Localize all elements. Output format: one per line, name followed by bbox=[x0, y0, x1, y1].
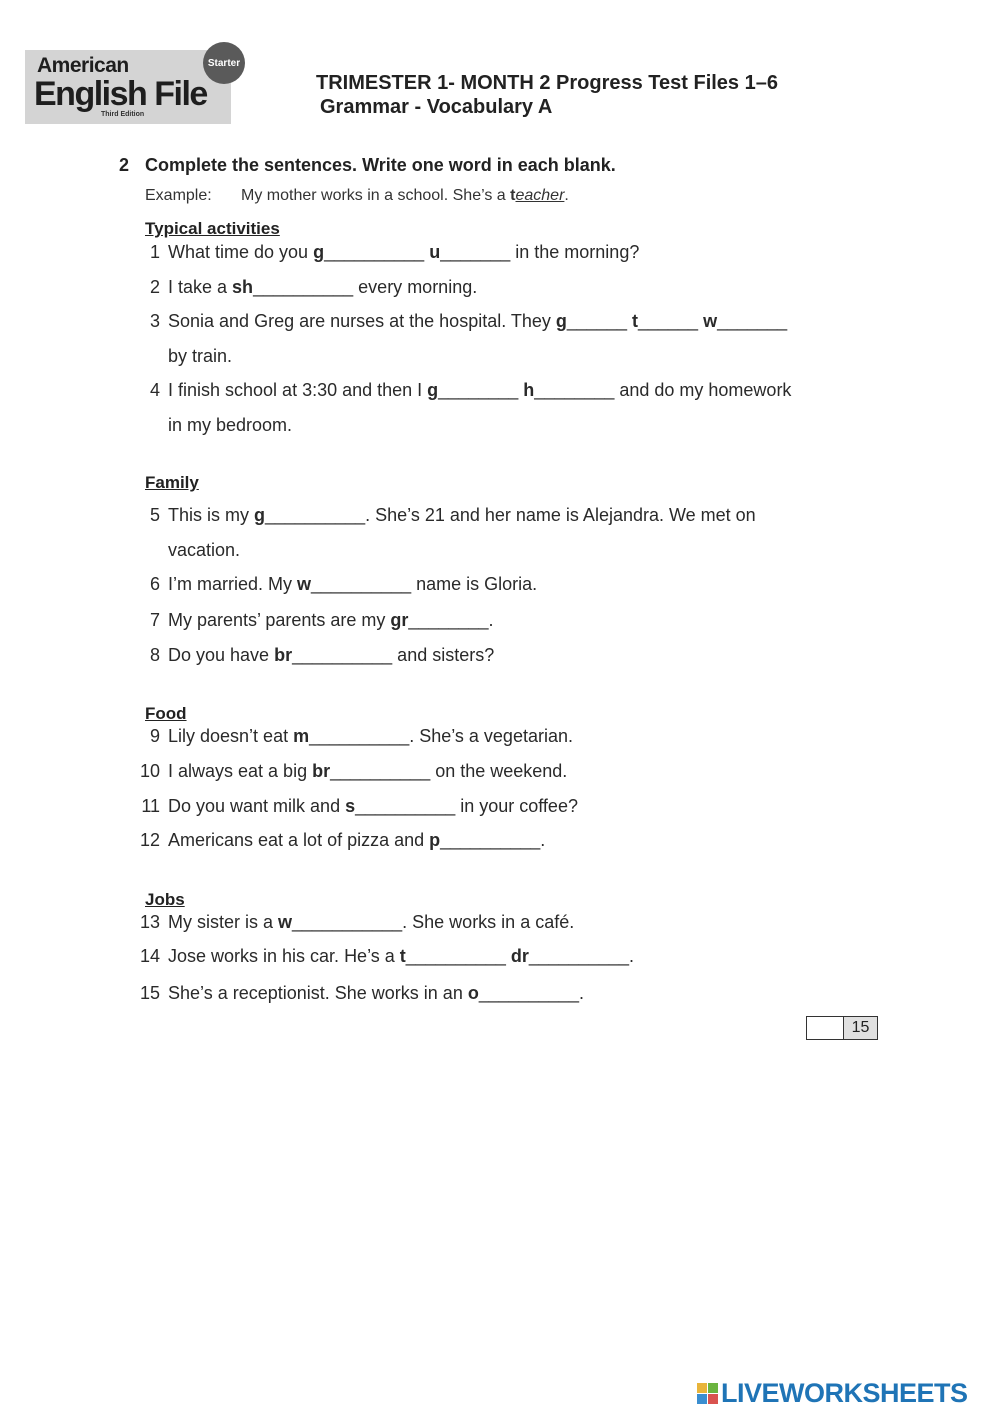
liveworksheets-wordmark: LIVEWORKSHEETS bbox=[721, 1377, 968, 1408]
question-number: 2 bbox=[149, 277, 160, 297]
example-line bbox=[145, 187, 569, 205]
hint-letter: g bbox=[555, 311, 567, 331]
answer-blank[interactable]: __________. bbox=[528, 946, 634, 966]
question-number: 5 bbox=[149, 505, 160, 525]
answer-blank[interactable]: __________. She’s 21 and her name is Alejandra. We met on bbox=[265, 505, 756, 525]
answer-blank[interactable]: ________ and do my homework bbox=[534, 380, 792, 400]
score-box bbox=[806, 1016, 878, 1040]
hint-letter: s bbox=[345, 796, 356, 816]
question-text: Do you have bbox=[168, 645, 275, 665]
answer-blank[interactable]: ______ bbox=[637, 311, 704, 331]
hint-letter: m bbox=[293, 726, 310, 746]
example-label: Example: bbox=[145, 187, 212, 204]
hint-letter: t bbox=[399, 946, 406, 966]
example-text: My mother works in a school. She’s a bbox=[241, 187, 511, 204]
answer-blank[interactable]: _______ bbox=[717, 311, 788, 331]
exercise-instruction: Complete the sentences. Write one word in each blank. bbox=[145, 155, 616, 175]
hint-letter: gr bbox=[390, 610, 409, 630]
question-text: I always eat a big bbox=[168, 761, 313, 781]
example-end: . bbox=[564, 187, 569, 204]
answer-blank[interactable]: ________ bbox=[438, 380, 524, 400]
answer-blank[interactable]: __________ name is Gloria. bbox=[311, 574, 538, 594]
logo-line2: English File bbox=[34, 75, 207, 113]
american-english-file-logo bbox=[25, 50, 241, 124]
question-5-continuation: vacation. bbox=[168, 540, 241, 560]
answer-blank[interactable]: ________. bbox=[408, 610, 494, 630]
liveworksheets-icon bbox=[697, 1383, 718, 1404]
answer-blank[interactable]: __________. bbox=[440, 830, 546, 850]
section-heading-family: Family bbox=[145, 473, 199, 492]
question-number: 7 bbox=[149, 610, 160, 630]
section-heading-typical-activities: Typical activities bbox=[145, 219, 280, 238]
question-text: She’s a receptionist. She works in an bbox=[168, 983, 468, 1003]
hint-letter: p bbox=[429, 830, 441, 850]
question-number: 10 bbox=[139, 761, 160, 781]
hint-letter: w bbox=[703, 311, 718, 331]
question-text: What time do you bbox=[168, 242, 314, 262]
question-number: 9 bbox=[149, 726, 160, 746]
answer-blank[interactable]: __________. bbox=[478, 983, 584, 1003]
hint-letter: g bbox=[254, 505, 266, 525]
answer-blank[interactable]: ______ bbox=[566, 311, 632, 331]
hint-letter: w bbox=[278, 912, 293, 932]
question-text: I finish school at 3:30 and then I bbox=[168, 380, 428, 400]
answer-blank[interactable]: __________ in your coffee? bbox=[355, 796, 578, 816]
question-number: 8 bbox=[149, 645, 160, 665]
example-answer: eacher bbox=[515, 187, 565, 204]
answer-blank[interactable]: ___________. She works in a café. bbox=[292, 912, 575, 932]
hint-letter: g bbox=[427, 380, 439, 400]
question-3-continuation: by train. bbox=[168, 346, 233, 366]
hint-letter: dr bbox=[510, 946, 529, 966]
exercise-number: 2 bbox=[119, 155, 130, 175]
score-input[interactable] bbox=[807, 1017, 844, 1039]
hint-letter: o bbox=[467, 983, 479, 1003]
hint-letter: g bbox=[313, 242, 325, 262]
question-number: 15 bbox=[139, 983, 160, 1003]
liveworksheets-brand bbox=[697, 1378, 968, 1408]
question-4-continuation: in my bedroom. bbox=[168, 415, 293, 435]
hint-letter: br bbox=[312, 761, 331, 781]
question-text: Americans eat a lot of pizza and bbox=[168, 830, 430, 850]
hint-letter: br bbox=[274, 645, 293, 665]
hint-letter: t bbox=[631, 311, 638, 331]
question-number: 1 bbox=[149, 242, 160, 262]
question-number: 3 bbox=[149, 311, 160, 331]
page-title: TRIMESTER 1- MONTH 2 Progress Test Files 1–6 bbox=[316, 72, 778, 94]
hint-letter: h bbox=[523, 380, 535, 400]
hint-letter: u bbox=[429, 242, 441, 262]
logo-line1: American bbox=[37, 54, 129, 77]
answer-blank[interactable]: __________ and sisters? bbox=[292, 645, 495, 665]
question-number: 12 bbox=[139, 830, 160, 850]
question-text: Sonia and Greg are nurses at the hospital. They bbox=[168, 311, 556, 331]
answer-blank[interactable]: __________ bbox=[324, 242, 430, 262]
example-letter: t bbox=[510, 187, 516, 204]
logo-edition: Third Edition bbox=[101, 111, 145, 118]
question-number: 14 bbox=[139, 946, 160, 966]
answer-blank[interactable]: __________. She’s a vegetarian. bbox=[309, 726, 573, 746]
question-text: I’m married. My bbox=[168, 574, 298, 594]
hint-letter: sh bbox=[232, 277, 254, 297]
page-subtitle: Grammar - Vocabulary A bbox=[320, 96, 553, 118]
starter-badge: Starter bbox=[203, 42, 245, 84]
question-number: 13 bbox=[139, 912, 160, 932]
score-total: 15 bbox=[844, 1017, 877, 1039]
hint-letter: w bbox=[297, 574, 312, 594]
question-text: This is my bbox=[168, 505, 255, 525]
answer-blank[interactable]: _______ in the morning? bbox=[440, 242, 640, 262]
question-text: I take a bbox=[168, 277, 233, 297]
question-text: Lily doesn’t eat bbox=[168, 726, 294, 746]
question-number: 11 bbox=[141, 796, 160, 816]
question-text: My sister is a bbox=[168, 912, 279, 932]
section-heading-food: Food bbox=[145, 704, 187, 723]
question-text: Jose works in his car. He’s a bbox=[168, 946, 400, 966]
answer-blank[interactable]: __________ on the weekend. bbox=[330, 761, 568, 781]
question-text: My parents’ parents are my bbox=[168, 610, 391, 630]
question-number: 4 bbox=[149, 380, 160, 400]
question-number: 6 bbox=[149, 574, 160, 594]
answer-blank[interactable]: __________ bbox=[405, 946, 511, 966]
question-text: Do you want milk and bbox=[168, 796, 346, 816]
answer-blank[interactable]: __________ every morning. bbox=[253, 277, 478, 297]
section-heading-jobs: Jobs bbox=[145, 890, 185, 909]
